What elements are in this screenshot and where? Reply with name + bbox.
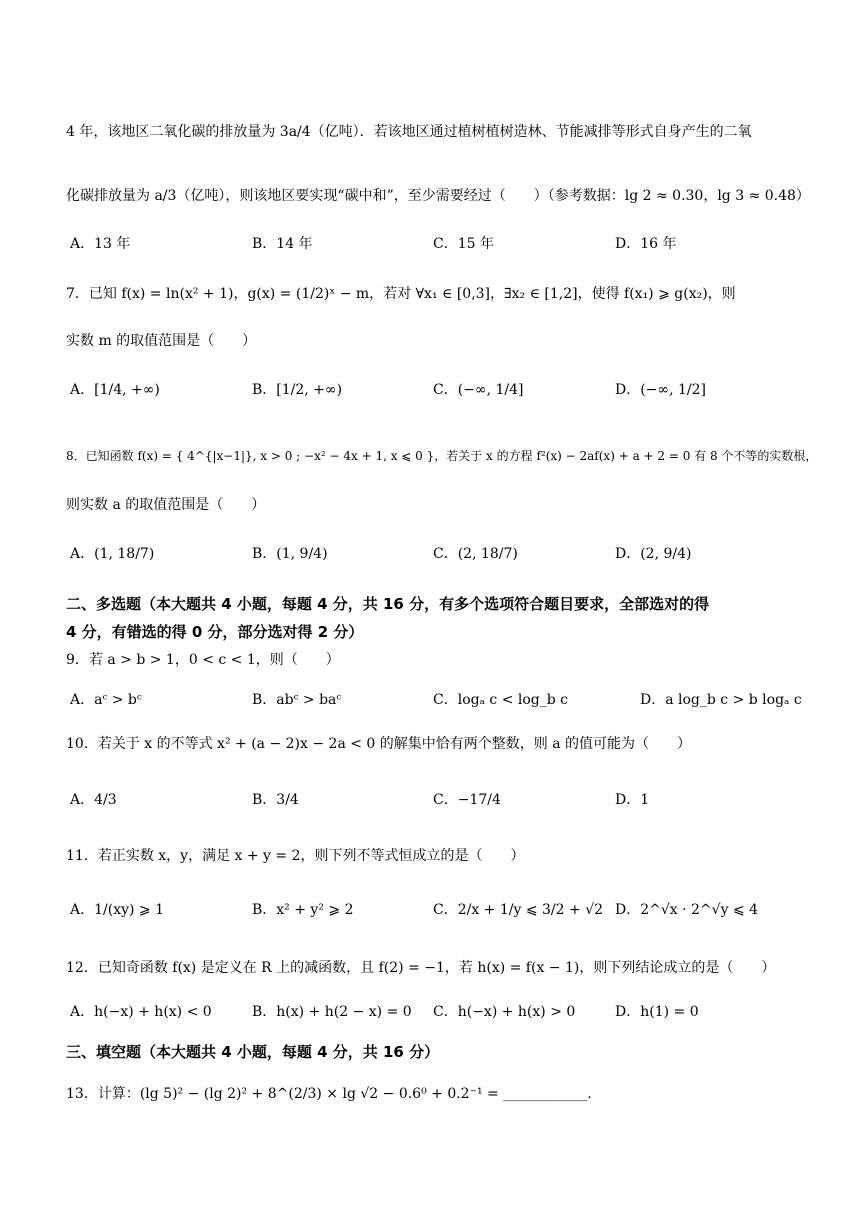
q11-option-b: B．x² + y² ⩾ 2 [252, 902, 354, 918]
q8-option-b: B．(1, 9/4) [252, 546, 328, 562]
q12-option-c: C．h(−x) + h(x) > 0 [433, 1004, 576, 1020]
q7-option-c: C．(−∞, 1/4] [433, 382, 524, 398]
q10-option-c: C．−17/4 [433, 792, 501, 808]
q7-option-a: A．[1/4, +∞) [70, 382, 160, 398]
q6-stem-line1: 4 年，该地区二氧化碳的排放量为 3a/4（亿吨）．若该地区通过植树植树造林、节能减排等形式自身产生的二氧 [66, 124, 752, 140]
q8-stem-line1: 8．已知函数 f(x) = { 4^{|x−1|}, x > 0 ; −x² − 4x + 1, x ⩽ 0 }，若关于 x 的方程 f²(x) − 2af(x) + a + 2 = 0 有 8 个不等的实数根， [66, 449, 818, 463]
q12-option-b: B．h(x) + h(2 − x) = 0 [252, 1004, 412, 1020]
q7-stem-line1: 7．已知 f(x) = ln(x² + 1)，g(x) = (1/2)ˣ − m，若对 ∀x₁ ∈ [0,3]，∃x₂ ∈ [1,2]，使得 f(x₁) ⩾ g(x₂)，则 [66, 286, 736, 302]
q12-stem: 12．已知奇函数 f(x) 是定义在 R 上的减函数，且 f(2) = −1，若 h(x) = f(x − 1)，则下列结论成立的是（ ） [66, 960, 776, 976]
q6-stem-line2: 化碳排放量为 a/3（亿吨），则该地区要实现“碳中和”，至少需要经过（ ）（参考数据：lg 2 ≈ 0.30，lg 3 ≈ 0.48） [66, 188, 810, 204]
q8-option-a: A．(1, 18/7) [70, 546, 155, 562]
q6-option-b: B．14 年 [252, 236, 313, 252]
q11-option-d: D．2^√x · 2^√y ⩽ 4 [615, 902, 759, 918]
q12-option-a: A．h(−x) + h(x) < 0 [70, 1004, 212, 1020]
q6-option-d: D．16 年 [615, 236, 677, 252]
q8-option-c: C．(2, 18/7) [433, 546, 518, 562]
q10-option-d: D．1 [615, 792, 650, 808]
q13-stem: 13．计算：(lg 5)² − (lg 2)² + 8^(2/3) × lg √2 − 0.6⁰ + 0.2⁻¹ = ____________. [66, 1086, 592, 1102]
section-heading-multiple-choice-cont: 4 分，有错选的得 0 分，部分选对得 2 分） [66, 623, 364, 641]
q8-stem-line2: 则实数 a 的取值范围是（ ） [66, 497, 266, 513]
q10-option-a: A．4/3 [70, 792, 117, 808]
q6-option-c: C．15 年 [433, 236, 494, 252]
q9-stem: 9．若 a > b > 1，0 < c < 1，则（ ） [66, 652, 340, 668]
q11-stem: 11．若正实数 x，y，满足 x + y = 2，则下列不等式恒成立的是（ ） [66, 848, 525, 864]
q9-option-b: B．abᶜ > baᶜ [252, 692, 342, 708]
q10-option-b: B．3/4 [252, 792, 299, 808]
section-heading-multiple-choice: 二、多选题（本大题共 4 小题，每题 4 分，共 16 分，有多个选项符合题目要求，全部选对的得 [66, 595, 710, 613]
q9-option-d: D．a log_b c > b logₐ c [640, 692, 802, 708]
q10-stem: 10．若关于 x 的不等式 x² + (a − 2)x − 2a < 0 的解集中恰有两个整数，则 a 的值可能为（ ） [66, 736, 692, 752]
q7-option-b: B．[1/2, +∞) [252, 382, 343, 398]
q12-option-d: D．h(1) = 0 [615, 1004, 699, 1020]
q6-option-a: A．13 年 [70, 236, 131, 252]
section-heading-fill-in-blank: 三、填空题（本大题共 4 小题，每题 4 分，共 16 分） [66, 1043, 440, 1061]
q11-option-a: A．1/(xy) ⩾ 1 [70, 902, 165, 918]
q9-option-a: A．aᶜ > bᶜ [70, 692, 142, 708]
q7-option-d: D．(−∞, 1/2] [615, 382, 706, 398]
q9-option-c: C．logₐ c < log_b c [433, 692, 569, 708]
q8-option-d: D．(2, 9/4) [615, 546, 692, 562]
q7-stem-line2: 实数 m 的取值范围是（ ） [66, 333, 257, 349]
q11-option-c: C．2/x + 1/y ⩽ 3/2 + √2 [433, 902, 604, 918]
